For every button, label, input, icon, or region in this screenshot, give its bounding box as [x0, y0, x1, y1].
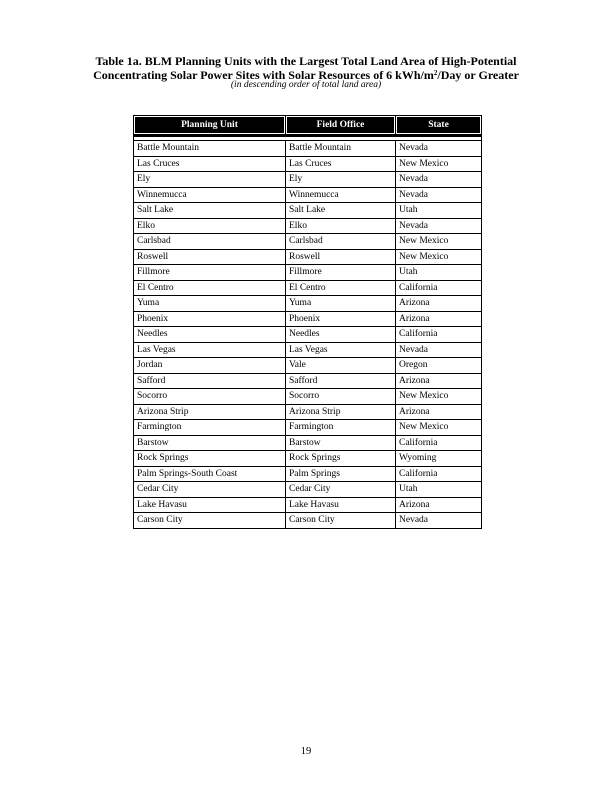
- cell-field-office: El Centro: [286, 280, 396, 296]
- cell-state: Nevada: [396, 342, 482, 358]
- table-row: [134, 358, 482, 374]
- table-subtitle: (in descending order of total land area): [230, 80, 382, 90]
- table-row: [134, 389, 482, 405]
- cell-field-office: Phoenix: [286, 311, 396, 327]
- table-row: [134, 466, 482, 482]
- cell-planning-unit: Cedar City: [134, 482, 286, 498]
- cell-state: New Mexico: [396, 234, 482, 250]
- cell-field-office: Rock Springs: [286, 451, 396, 467]
- cell-field-office: Carson City: [286, 513, 396, 529]
- cell-field-office: Ely: [286, 172, 396, 188]
- table-row: [134, 280, 482, 296]
- cell-planning-unit: Jordan: [134, 358, 286, 374]
- cell-field-office: Winnemucca: [286, 187, 396, 203]
- cell-state: New Mexico: [396, 389, 482, 405]
- cell-field-office: Barstow: [286, 435, 396, 451]
- cell-state: New Mexico: [396, 249, 482, 265]
- table-row: [134, 404, 482, 420]
- cell-field-office: Las Cruces: [286, 156, 396, 172]
- table-row: [134, 482, 482, 498]
- cell-field-office: Socorro: [286, 389, 396, 405]
- cell-field-office: Palm Springs: [286, 466, 396, 482]
- cell-planning-unit: Carlsbad: [134, 234, 286, 250]
- table-row: [134, 234, 482, 250]
- cell-planning-unit: Elko: [134, 218, 286, 234]
- cell-field-office: Carlsbad: [286, 234, 396, 250]
- cell-planning-unit: Carson City: [134, 513, 286, 529]
- table-row: [134, 513, 482, 529]
- planning-units-table: [133, 115, 482, 529]
- cell-state: Oregon: [396, 358, 482, 374]
- cell-planning-unit: Farmington: [134, 420, 286, 436]
- cell-planning-unit: Palm Springs-South Coast: [134, 466, 286, 482]
- cell-planning-unit: Socorro: [134, 389, 286, 405]
- cell-planning-unit: Salt Lake: [134, 203, 286, 219]
- cell-planning-unit: Safford: [134, 373, 286, 389]
- cell-planning-unit: Las Vegas: [134, 342, 286, 358]
- table-row: [134, 141, 482, 157]
- cell-state: Nevada: [396, 218, 482, 234]
- cell-state: California: [396, 466, 482, 482]
- cell-field-office: Cedar City: [286, 482, 396, 498]
- cell-field-office: Arizona Strip: [286, 404, 396, 420]
- cell-planning-unit: Arizona Strip: [134, 404, 286, 420]
- table-title-superscript: 2: [433, 69, 438, 77]
- cell-state: Utah: [396, 265, 482, 281]
- cell-planning-unit: Battle Mountain: [134, 141, 286, 157]
- cell-field-office: Las Vegas: [286, 342, 396, 358]
- cell-field-office: Battle Mountain: [286, 141, 396, 157]
- cell-planning-unit: Phoenix: [134, 311, 286, 327]
- cell-planning-unit: Las Cruces: [134, 156, 286, 172]
- cell-planning-unit: Barstow: [134, 435, 286, 451]
- cell-state: California: [396, 327, 482, 343]
- table-row: [134, 435, 482, 451]
- cell-field-office: Vale: [286, 358, 396, 374]
- table-row: [134, 296, 482, 312]
- table-title-line2-suffix: /Day or Greater: [437, 68, 519, 82]
- cell-planning-unit: Winnemucca: [134, 187, 286, 203]
- cell-planning-unit: Rock Springs: [134, 451, 286, 467]
- cell-planning-unit: Ely: [134, 172, 286, 188]
- cell-state: Nevada: [396, 141, 482, 157]
- cell-planning-unit: Fillmore: [134, 265, 286, 281]
- column-header-field-office: Field Office: [286, 116, 396, 136]
- cell-field-office: Lake Havasu: [286, 497, 396, 513]
- cell-state: Arizona: [396, 311, 482, 327]
- table-row: [134, 342, 482, 358]
- cell-planning-unit: Roswell: [134, 249, 286, 265]
- table-title: [60, 54, 552, 82]
- column-header-planning-unit: Planning Unit: [134, 116, 286, 136]
- cell-state: Arizona: [396, 296, 482, 312]
- cell-state: New Mexico: [396, 156, 482, 172]
- cell-field-office: Safford: [286, 373, 396, 389]
- cell-state: Arizona: [396, 404, 482, 420]
- table-header-row: [134, 116, 482, 136]
- table-row: [134, 373, 482, 389]
- table-row: [134, 497, 482, 513]
- table-row: [134, 203, 482, 219]
- cell-planning-unit: El Centro: [134, 280, 286, 296]
- cell-state: California: [396, 435, 482, 451]
- table-title-line2-text: Concentrating Solar Power Sites with Solar Resources of 6 kWh/m: [93, 68, 434, 82]
- table-row: [134, 265, 482, 281]
- table-row: [134, 451, 482, 467]
- page-number: 19: [300, 746, 312, 757]
- cell-state: Nevada: [396, 187, 482, 203]
- cell-planning-unit: Needles: [134, 327, 286, 343]
- cell-state: Utah: [396, 482, 482, 498]
- table-title-line1: Table 1a. BLM Planning Units with the Largest Total Land Area of High-Potential: [95, 54, 517, 68]
- cell-field-office: Salt Lake: [286, 203, 396, 219]
- table-row: [134, 156, 482, 172]
- table-row: [134, 420, 482, 436]
- cell-field-office: Roswell: [286, 249, 396, 265]
- cell-state: Arizona: [396, 497, 482, 513]
- cell-field-office: Needles: [286, 327, 396, 343]
- cell-state: Nevada: [396, 172, 482, 188]
- table-row: [134, 249, 482, 265]
- cell-state: New Mexico: [396, 420, 482, 436]
- cell-state: California: [396, 280, 482, 296]
- cell-state: Nevada: [396, 513, 482, 529]
- cell-state: Arizona: [396, 373, 482, 389]
- cell-planning-unit: Lake Havasu: [134, 497, 286, 513]
- table-body: [134, 136, 482, 529]
- cell-field-office: Yuma: [286, 296, 396, 312]
- table-row: [134, 172, 482, 188]
- column-header-state: State: [396, 116, 482, 136]
- cell-field-office: Fillmore: [286, 265, 396, 281]
- cell-field-office: Elko: [286, 218, 396, 234]
- cell-state: Utah: [396, 203, 482, 219]
- table-row: [134, 311, 482, 327]
- table-row: [134, 327, 482, 343]
- cell-state: Wyoming: [396, 451, 482, 467]
- cell-planning-unit: Yuma: [134, 296, 286, 312]
- cell-field-office: Farmington: [286, 420, 396, 436]
- table-row: [134, 187, 482, 203]
- table-row: [134, 218, 482, 234]
